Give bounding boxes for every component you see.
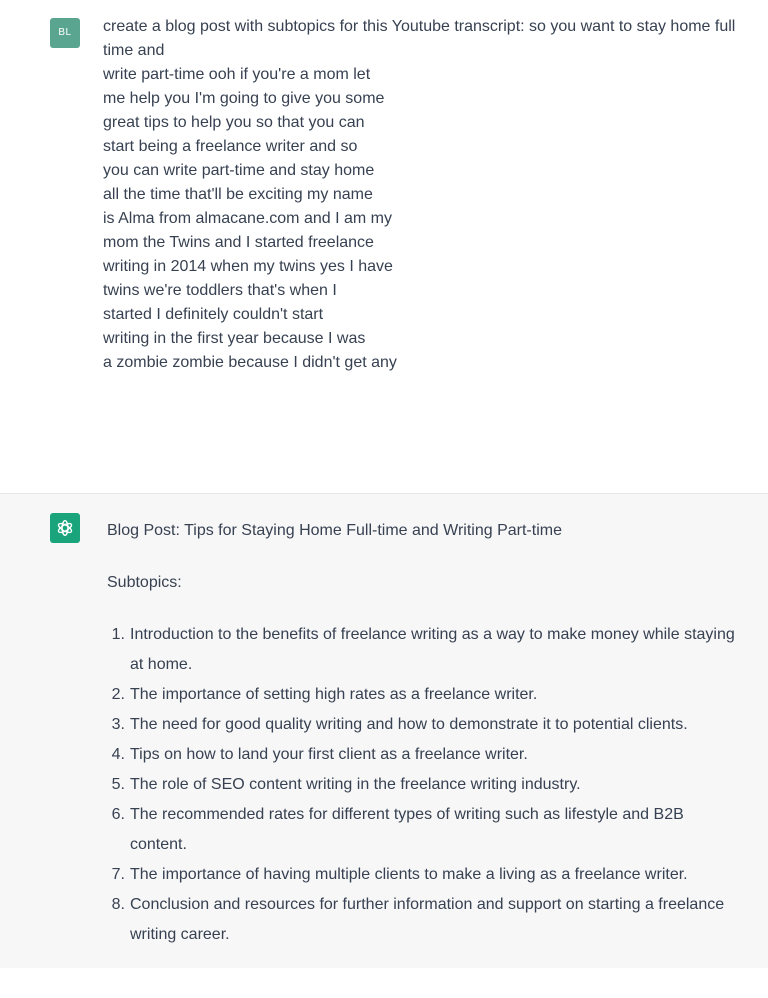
list-item-text: The importance of having multiple clients to make a living as a freelance writer. [130,866,688,883]
list-item-continuation [107,650,768,680]
user-message-line: time and [103,42,165,59]
assistant-message [0,493,768,969]
list-item-text: Conclusion and resources for further information and support on starting a freelance [130,896,725,913]
list-item [107,620,768,650]
list-item-text: Tips on how to land your first client as a freelance writer. [130,746,528,763]
list-item [107,710,768,740]
list-item [107,680,768,710]
list-number: 3. [111,716,125,733]
user-message-line: me help you I'm going to give you some [103,90,385,107]
list-number: 4. [111,746,125,763]
user-message-line: write part-time ooh if you're a mom let [103,66,371,83]
list-number: 7. [111,866,125,883]
list-item [107,860,768,890]
user-message-line: started I definitely couldn't start [103,306,324,323]
assistant-message-text [107,516,768,950]
list-item-continuation [107,830,768,860]
bottom-spacer [0,968,768,998]
list-number: 8. [111,896,125,913]
user-message-line: is Alma from almacane.com and I am my [103,210,392,227]
list-item [107,770,768,800]
list-item-text: The need for good quality writing and how to demonstrate it to potential clients. [130,716,688,733]
list-number: 2. [111,686,125,703]
subtopics-label: Subtopics: [107,574,182,591]
user-message-line: mom the Twins and I started freelance [103,234,374,251]
user-message-line: create a blog post with subtopics for this Youtube transcript: so you want to stay home full [103,18,736,35]
list-item-text: Introduction to the benefits of freelance writing as a way to make money while staying [130,626,735,643]
user-message-line: writing in the first year because I was [103,330,366,347]
user-message-line: a zombie zombie because I didn't get any [103,354,397,371]
list-item [107,890,768,920]
list-number: 1. [111,626,125,643]
user-message-line: twins we're toddlers that's when I [103,282,337,299]
subtopics-list [107,620,768,950]
user-message [0,0,768,493]
assistant-avatar [50,513,80,543]
list-item-continuation [107,920,768,950]
list-number: 5. [111,776,125,793]
list-item [107,800,768,830]
list-item-text: The importance of setting high rates as a freelance writer. [130,686,538,703]
list-item-text: at home. [130,656,193,673]
list-number: 6. [111,806,125,823]
text-overflow-fade [96,372,496,400]
user-message-line: start being a freelance writer and so [103,138,358,155]
list-item [107,740,768,770]
user-message-line: writing in 2014 when my twins yes I have [103,258,393,275]
blog-post-title: Blog Post: Tips for Staying Home Full-time and Writing Part-time [107,522,562,539]
list-item-text: writing career. [130,926,230,943]
list-item-text: The role of SEO content writing in the freelance writing industry. [130,776,581,793]
user-message-line: all the time that'll be exciting my name [103,186,373,203]
user-message-line: great tips to help you so that you can [103,114,365,131]
user-message-line: you can write part-time and stay home [103,162,375,179]
user-message-text [103,15,768,375]
openai-logo-icon [54,517,76,539]
user-avatar: BL [50,18,80,48]
list-item-text: content. [130,836,187,853]
list-item-text: The recommended rates for different types of writing such as lifestyle and B2B [130,806,684,823]
